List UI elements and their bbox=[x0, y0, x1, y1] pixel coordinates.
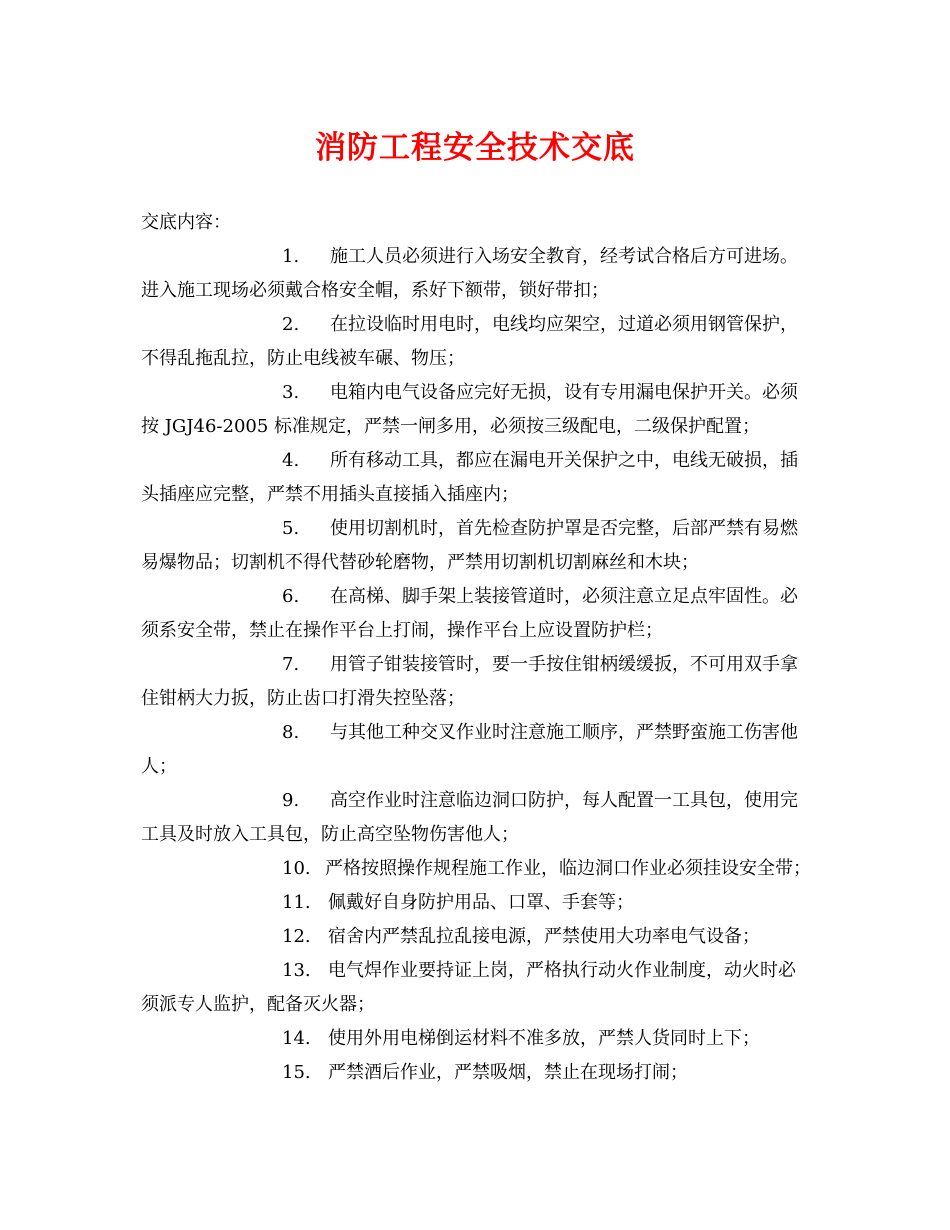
item-continuation-line: 按 JGJ46-2005 标准规定，严禁一闸多用，必须按三级配电，二级保护配置； bbox=[141, 416, 761, 437]
item-first-line bbox=[141, 308, 811, 342]
item-continuation-line: 易爆物品；切割机不得代替砂轮磨物，严禁用切割机切割麻丝和木块； bbox=[141, 552, 699, 573]
item-number: 7. bbox=[282, 654, 300, 675]
item-continuation-line: 不得乱拖乱拉，防止电线被车碾、物压； bbox=[141, 348, 465, 369]
item-text: 施工人员必须进行入场安全教育，经考试合格后方可进场。 bbox=[330, 246, 798, 267]
list-item bbox=[141, 512, 811, 580]
document-title: 消防工程安全技术交底 bbox=[315, 130, 635, 166]
item-text: 用管子钳装接管时，要一手按住钳柄缓缓扳，不可用双手拿 bbox=[330, 654, 798, 675]
item-number: 5. bbox=[282, 518, 300, 539]
item-text: 高空作业时注意临边洞口防护，每人配置一工具包，使用完 bbox=[330, 790, 798, 811]
list-item bbox=[141, 240, 811, 308]
item-continuation-line: 工具及时放入工具包，防止高空坠物伤害他人； bbox=[141, 824, 519, 845]
item-first-line bbox=[141, 716, 811, 750]
item-text: 电箱内电气设备应完好无损，设有专用漏电保护开关。必须 bbox=[330, 382, 798, 403]
list-item bbox=[141, 308, 811, 376]
list-item bbox=[141, 920, 811, 954]
list-item bbox=[141, 716, 811, 784]
item-text: 佩戴好自身防护用品、口罩、手套等； bbox=[328, 892, 634, 913]
item-first-line bbox=[141, 512, 811, 546]
list-item bbox=[141, 1022, 811, 1056]
item-number: 1. bbox=[282, 246, 300, 267]
item-text: 在高梯、脚手架上装接管道时，必须注意立足点牢固性。必 bbox=[330, 586, 798, 607]
item-continuation-line: 头插座应完整，严禁不用插头直接插入插座内； bbox=[141, 484, 519, 505]
item-text: 在拉设临时用电时，电线均应架空，过道必须用钢管保护， bbox=[330, 314, 798, 335]
intro-label: 交底内容： bbox=[141, 212, 231, 233]
list-item bbox=[141, 444, 811, 512]
list-item bbox=[141, 852, 811, 886]
item-first-line bbox=[141, 648, 811, 682]
item-first-line bbox=[141, 954, 811, 988]
item-first-line bbox=[141, 444, 811, 478]
item-continuation-line: 须系安全带，禁止在操作平台上打闹，操作平台上应设置防护栏； bbox=[141, 620, 663, 641]
item-number: 13. bbox=[282, 960, 311, 981]
item-number: 11. bbox=[282, 892, 311, 913]
item-first-line bbox=[141, 852, 811, 886]
item-text: 电气焊作业要持证上岗，严格执行动火作业制度，动火时必 bbox=[328, 960, 796, 981]
item-text: 使用切割机时，首先检查防护罩是否完整，后部严禁有易燃 bbox=[330, 518, 798, 539]
list-item bbox=[141, 376, 811, 444]
item-first-line bbox=[141, 580, 811, 614]
item-continuation-line: 住钳柄大力扳，防止齿口打滑失控坠落； bbox=[141, 688, 465, 709]
item-first-line bbox=[141, 376, 811, 410]
list-item bbox=[141, 886, 811, 920]
item-first-line bbox=[141, 240, 811, 274]
item-first-line bbox=[141, 920, 811, 954]
item-number: 6. bbox=[282, 586, 300, 607]
item-number: 12. bbox=[282, 926, 311, 947]
item-first-line bbox=[141, 784, 811, 818]
item-number: 10. bbox=[282, 858, 311, 879]
item-number: 4. bbox=[282, 450, 300, 471]
item-number: 9. bbox=[282, 790, 300, 811]
item-continuation-line: 须派专人监护，配备灭火器； bbox=[141, 994, 375, 1015]
item-text: 所有移动工具，都应在漏电开关保护之中，电线无破损，插 bbox=[330, 450, 798, 471]
list-item bbox=[141, 954, 811, 1022]
list-item bbox=[141, 1056, 811, 1090]
item-number: 2. bbox=[282, 314, 300, 335]
item-first-line bbox=[141, 1022, 811, 1056]
item-number: 3. bbox=[282, 382, 300, 403]
item-text: 严格按照操作规程施工作业，临边洞口作业必须挂设安全带； bbox=[325, 858, 811, 879]
item-first-line bbox=[141, 886, 811, 920]
document-body bbox=[141, 206, 811, 1090]
item-list bbox=[141, 240, 811, 1090]
item-number: 8. bbox=[282, 722, 300, 743]
item-first-line bbox=[141, 1056, 811, 1090]
item-continuation-line: 进入施工现场必须戴合格安全帽，系好下额带，锁好带扣； bbox=[141, 280, 609, 301]
item-continuation-line: 人； bbox=[141, 756, 177, 777]
list-item bbox=[141, 580, 811, 648]
item-text: 与其他工种交叉作业时注意施工顺序，严禁野蛮施工伤害他 bbox=[330, 722, 798, 743]
item-number: 15. bbox=[282, 1062, 311, 1083]
item-text: 严禁酒后作业，严禁吸烟，禁止在现场打闹； bbox=[328, 1062, 688, 1083]
list-item bbox=[141, 784, 811, 852]
list-item bbox=[141, 648, 811, 716]
item-number: 14. bbox=[282, 1028, 311, 1049]
item-text: 宿舍内严禁乱拉乱接电源，严禁使用大功率电气设备； bbox=[328, 926, 760, 947]
item-text: 使用外用电梯倒运材料不准多放，严禁人货同时上下； bbox=[328, 1028, 760, 1049]
